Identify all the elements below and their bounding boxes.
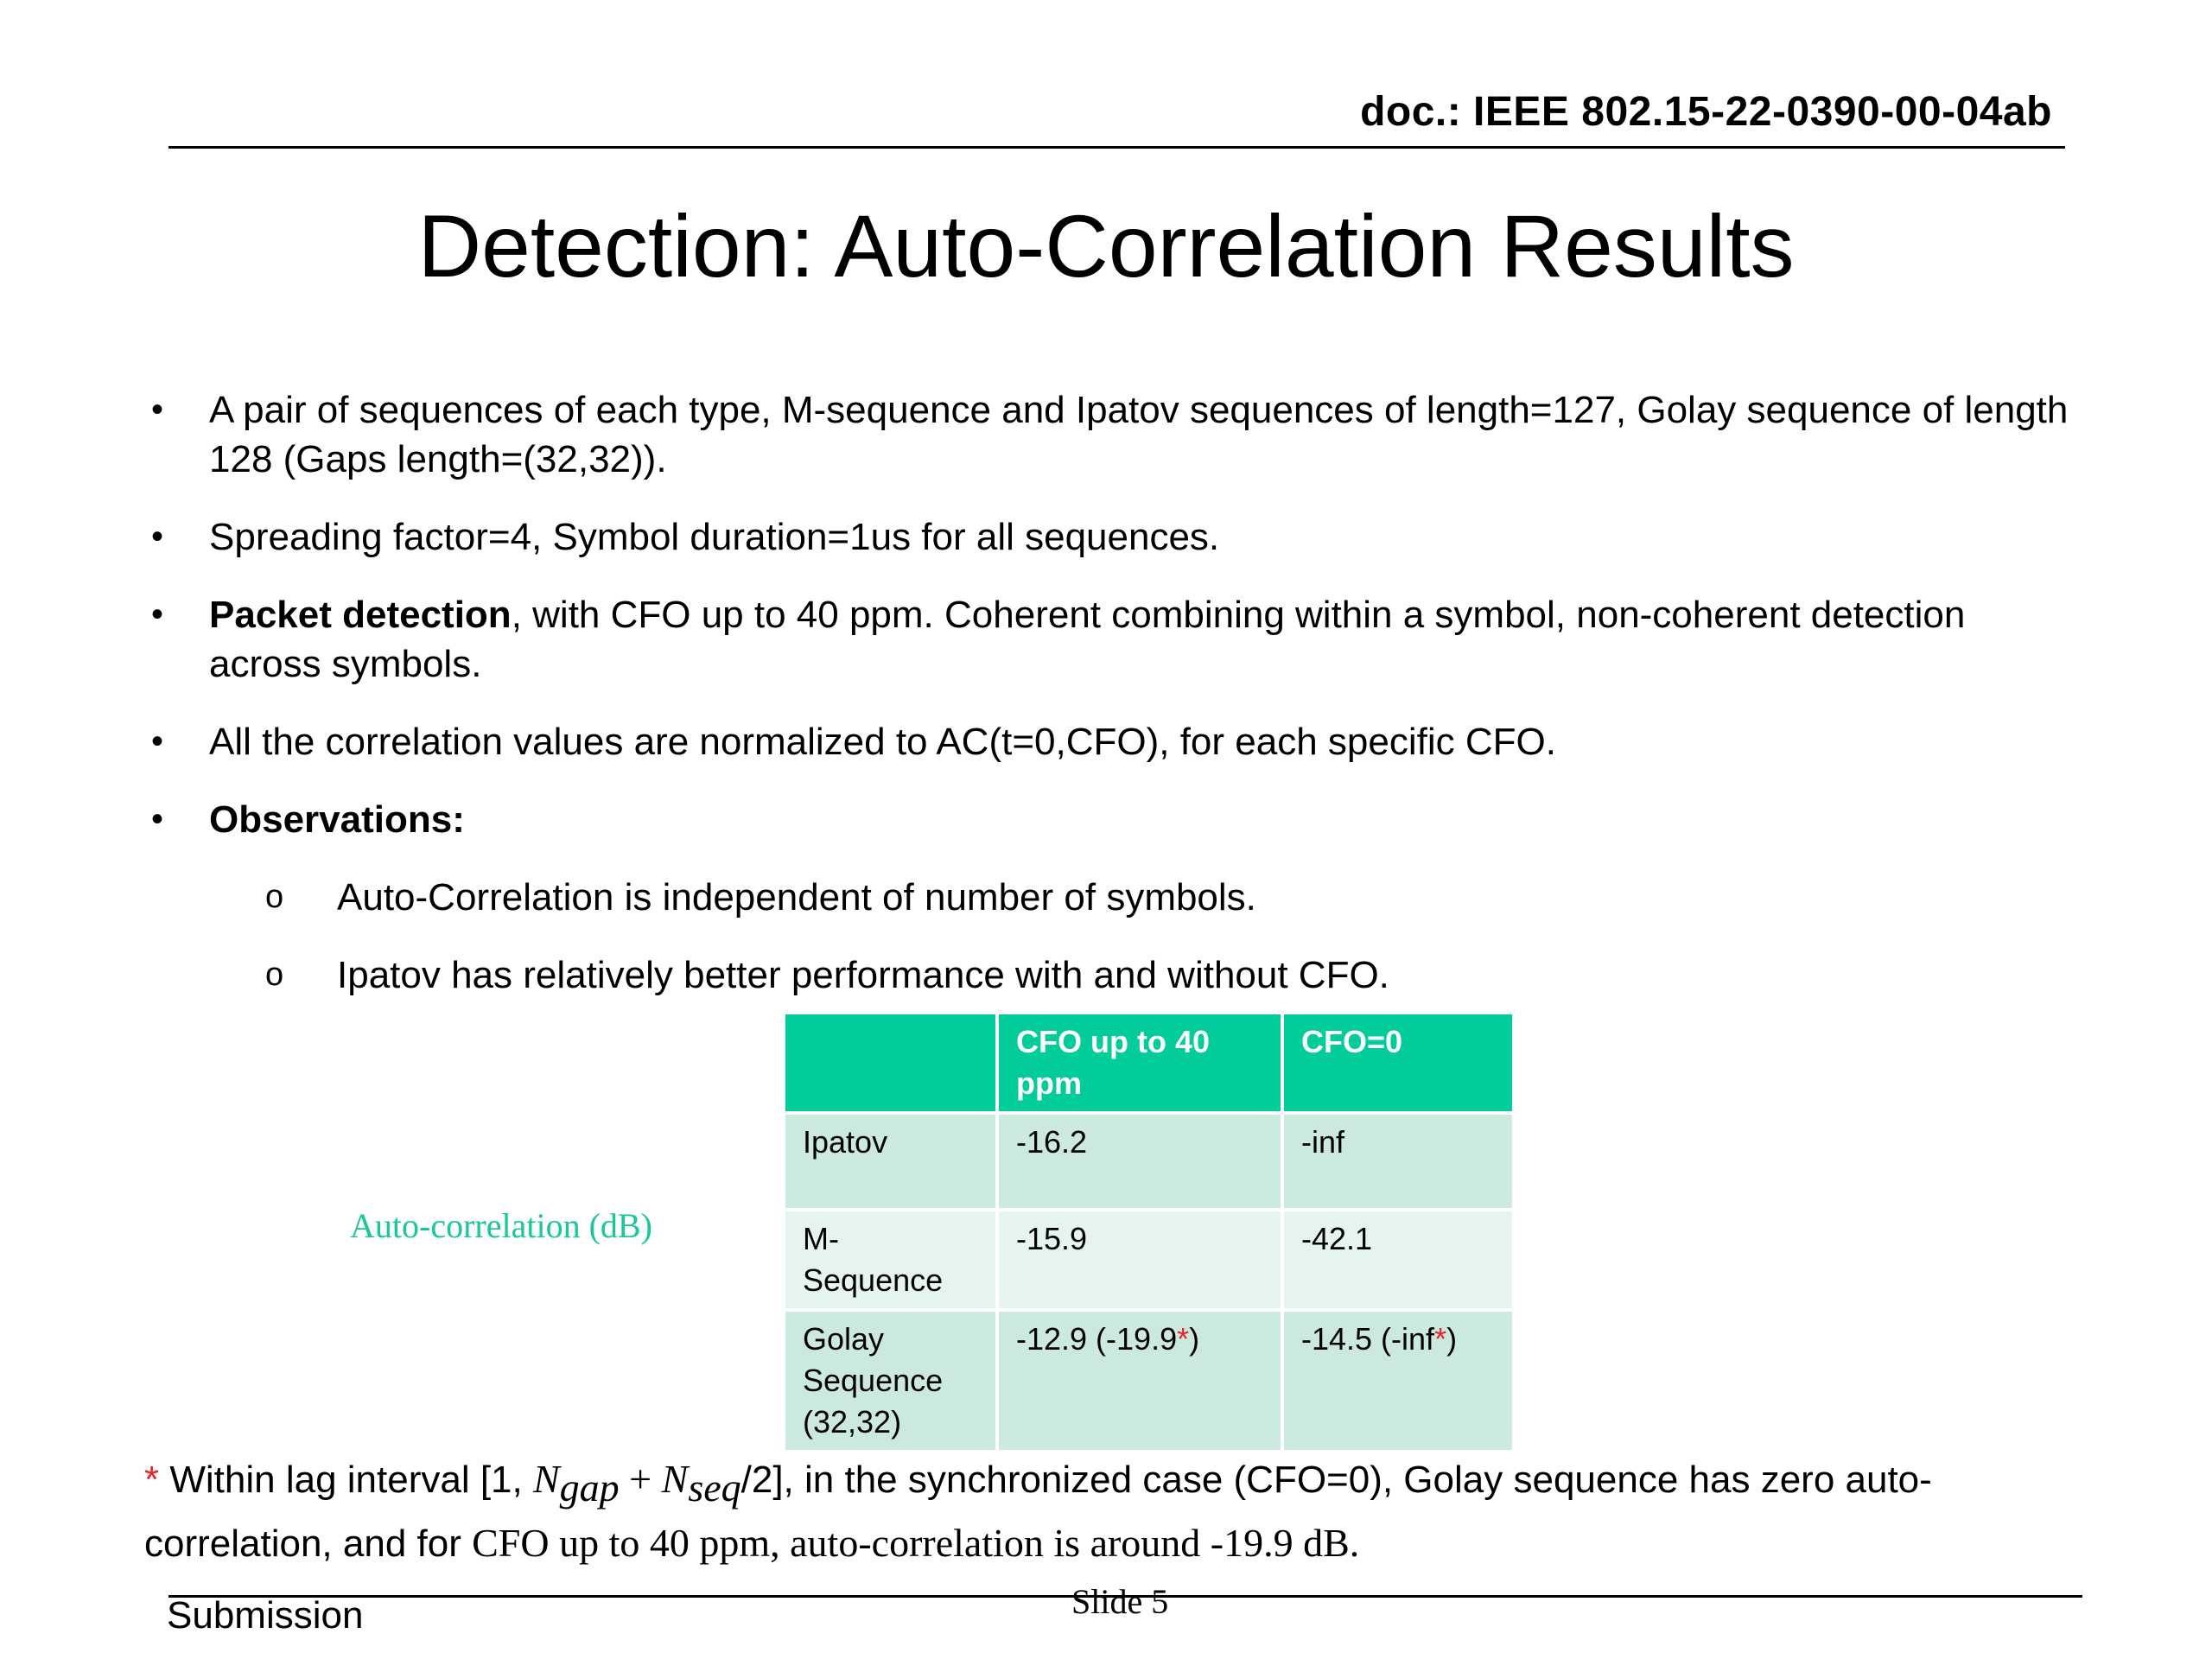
sub-bullet-text: Ipatov has relatively better performance with and without CFO. — [337, 954, 1389, 996]
table-header-cell: CFO=0 — [1284, 1014, 1512, 1111]
footnote-text: correlation, and for — [144, 1522, 473, 1565]
bullet-text: A pair of sequences of each type, M-sequence and Ipatov sequences of length=127, Golay sequence of length 128 (Gaps length=(32,32)). — [209, 389, 2069, 480]
math-term: N — [661, 1457, 689, 1501]
footnote-star: * — [144, 1459, 160, 1501]
bullet-dot: • — [151, 518, 164, 556]
bullet-dot: • — [151, 722, 164, 760]
table-header-cell: CFO up to 40 ppm — [999, 1014, 1281, 1111]
table-header-cell — [785, 1014, 995, 1111]
math-term: N — [532, 1457, 560, 1501]
bullet-item — [151, 385, 2078, 484]
bullet-bold-text: Observations: — [209, 798, 465, 841]
footnote-text: Within lag interval [1, — [159, 1459, 533, 1501]
cell-value-close: ) — [1446, 1321, 1458, 1357]
table-cell: -42.1 — [1284, 1211, 1512, 1308]
asterisk-mark: * — [1434, 1321, 1447, 1357]
bullet-item — [151, 717, 2078, 766]
sub-bullet-text: Auto-Correlation is independent of number of symbols. — [337, 876, 1256, 918]
table-cell: -16.2 — [999, 1115, 1281, 1208]
bullet-item — [151, 512, 2078, 562]
bullet-list — [151, 385, 2078, 1028]
bullet-item — [151, 590, 2078, 689]
header-rule — [168, 146, 2065, 149]
math-subscript: gap — [559, 1465, 620, 1510]
table-cell — [1284, 1312, 1512, 1450]
table-header-row — [785, 1014, 1512, 1111]
asterisk-mark: * — [1177, 1321, 1190, 1357]
bullet-dot: • — [151, 595, 164, 633]
bullet-text: Spreading factor=4, Symbol duration=1us for all sequences. — [209, 516, 1220, 558]
bullet-text: , with CFO up to 40 ppm. Coherent combining within a symbol, non-coherent detection across symbols. — [209, 594, 1966, 685]
bullet-text: All the correlation values are normalized to AC(t=0,CFO), for each specific CFO. — [209, 721, 1556, 763]
row-label: Golay Sequence (32,32) — [785, 1312, 995, 1450]
sub-bullet-item — [151, 950, 2078, 1000]
cell-value: -12.9 (-19.9 — [1016, 1321, 1178, 1357]
table-cell — [999, 1312, 1281, 1450]
cell-value-close: ) — [1189, 1321, 1200, 1357]
table-cell: -15.9 — [999, 1211, 1281, 1308]
table-row — [785, 1211, 1512, 1308]
table-side-label: Auto-correlation (dB) — [350, 1206, 652, 1245]
table-cell: -inf — [1284, 1115, 1512, 1208]
bullet-item — [151, 795, 2078, 844]
sub-bullet-dot: o — [265, 879, 284, 915]
bullet-dot: • — [151, 391, 164, 429]
footnote-text: /2], in the synchronized case (CFO=0), Golay sequence has zero auto- — [741, 1459, 1932, 1501]
bullet-dot: • — [151, 800, 164, 838]
table-row — [785, 1312, 1512, 1450]
row-label: Ipatov — [785, 1115, 995, 1208]
slide-number: Slide 5 — [1071, 1582, 1169, 1621]
sub-bullet-item — [151, 873, 2078, 922]
table-row — [785, 1115, 1512, 1208]
doc-id: doc.: IEEE 802.15-22-0390-00-04ab — [1360, 89, 2052, 135]
footnote — [144, 1452, 2088, 1572]
footnote-text-serif: CFO up to 40 ppm, auto-correlation is around -19.9 dB. — [472, 1520, 1360, 1565]
cell-value: -14.5 (-inf — [1301, 1321, 1435, 1357]
row-label: M-Sequence — [785, 1211, 995, 1308]
math-subscript: seq — [688, 1465, 741, 1510]
results-table — [782, 1011, 1516, 1453]
bullet-bold-text: Packet detection — [209, 594, 512, 636]
submission-label: Submission — [167, 1594, 364, 1637]
slide-title: Detection: Auto-Correlation Results — [417, 197, 1795, 296]
sub-bullet-dot: o — [265, 957, 284, 993]
math-operator: + — [619, 1457, 662, 1501]
